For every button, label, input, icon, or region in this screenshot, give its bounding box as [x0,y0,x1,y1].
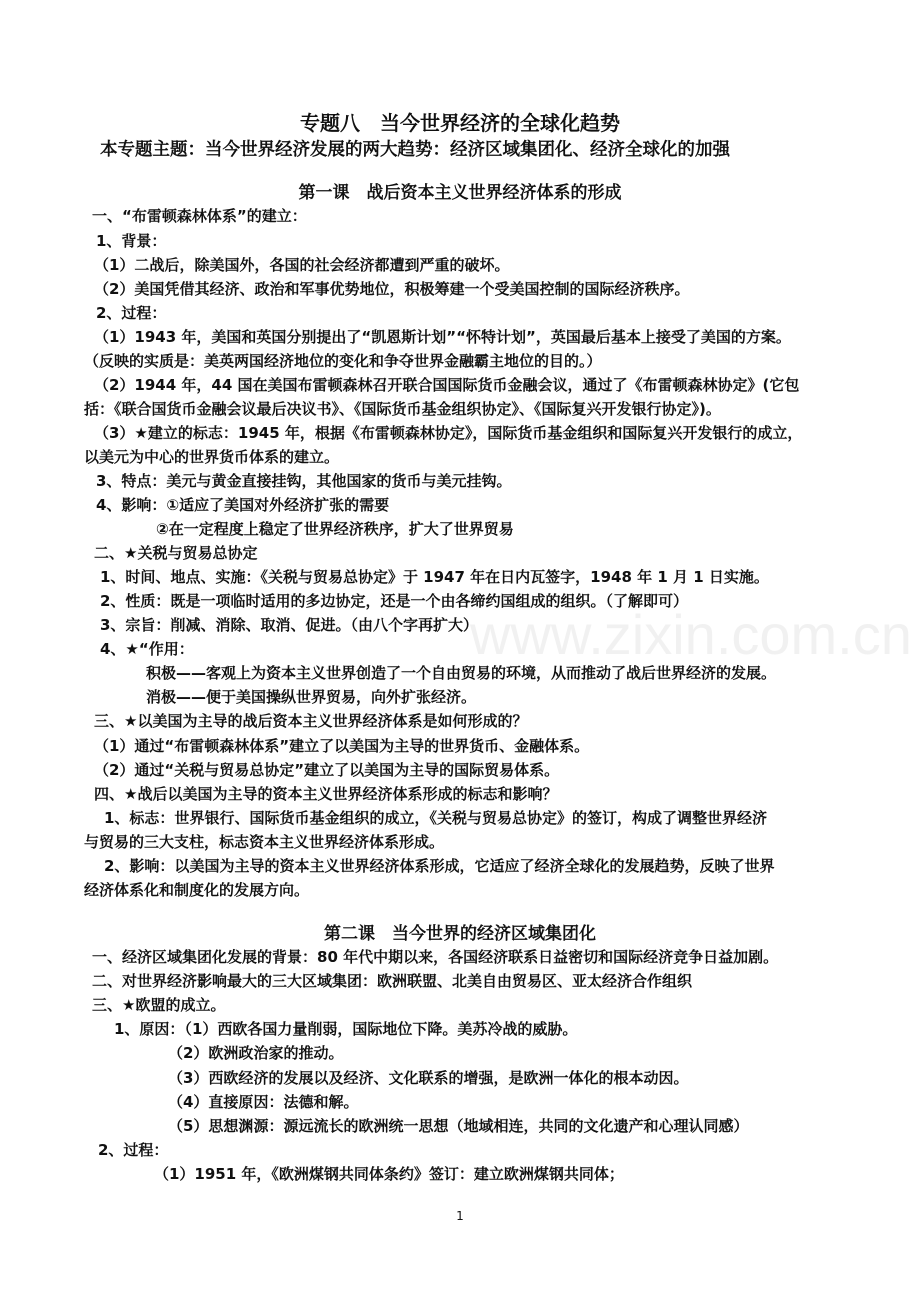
text-line: 经济体系化和制度化的发展方向。 [84,881,310,899]
lesson-2-heading: 第二课 当今世界的经济区域集团化 [324,924,596,944]
text-line: （反映的实质是：美英两国经济地位的变化和争夺世界金融霸主地位的目的。） [84,352,602,370]
text-line: 4、★“作用： [100,640,194,658]
text-line: 2、性质：既是一项临时适用的多边协定，还是一个由各缔约国组成的组织。（了解即可） [100,592,688,610]
text-line: 消极——便于美国操纵世界贸易，向外扩张经济。 [146,688,477,706]
text-line: 二、对世界经济影响最大的三大区域集团：欧洲联盟、北美自由贸易区、亚太经济合作组织 [92,972,693,990]
text-line: （4）直接原因：法德和解。 [168,1093,359,1111]
text-line: 一、经济区域集团化发展的背景：80 年代中期以来，各国经济联系日益密切和国际经济竞争日益加剧。 [92,948,779,966]
text-line: 4、影响：①适应了美国对外经济扩张的需要 [96,496,390,514]
text-line: （2）通过“关税与贸易总协定”建立了以美国为主导的国际贸易体系。 [94,761,560,779]
text-line: 1、时间、地点、实施：《关税与贸易总协定》于 1947 年在日内瓦签字，1948 年 1 月 1 日实施。 [100,568,769,586]
text-line: 三、★以美国为主导的战后资本主义世界经济体系是如何形成的？ [94,712,528,730]
text-line: 2、过程： [98,1141,169,1159]
text-line: 括：《联合国货币金融会议最后决议书》、《国际货币基金组织协定》、《国际复兴开发银行协定》)。 [84,400,721,418]
text-line: ②在一定程度上稳定了世界经济秩序，扩大了世界贸易 [156,520,514,538]
text-line: 积极——客观上为资本主义世界创造了一个自由贸易的环境，从而推动了战后世界经济的发展。 [146,664,777,682]
text-line: （1）1943 年，美国和英国分别提出了“凯恩斯计划”“怀特计划”，英国最后基本上接受了美国的方案。 [94,328,791,346]
watermark-text: www.zixin.com.cn [470,603,912,666]
text-line: 1、背景： [96,232,167,250]
text-line: 2、过程： [96,304,167,322]
text-line: （1）通过“布雷顿森林体系”建立了以美国为主导的世界货币、金融体系。 [94,737,590,755]
text-line: 2、影响：以美国为主导的资本主义世界经济体系形成，它适应了经济全球化的发展趋势，反映了世界 [104,857,775,875]
text-line: （1）1951 年，《欧洲煤钢共同体条约》签订：建立欧洲煤钢共同体； [154,1165,624,1183]
text-line: 二、★关税与贸易总协定 [94,544,258,562]
text-line: （2）1944 年，44 国在美国布雷顿森林召开联合国国际货币金融会议，通过了《布雷顿森林协定》(它包 [94,376,800,394]
text-line: （2）美国凭借其经济、政治和军事优势地位，积极筹建一个受美国控制的国际经济秩序。 [94,280,690,298]
lesson-1-heading: 第一课 战后资本主义世界经济体系的形成 [298,183,622,203]
text-line: （2）欧洲政治家的推动。 [168,1044,344,1062]
page-number: 1 [456,1209,464,1223]
text-line: 1、原因：（1）西欧各国力量削弱，国际地位下降。美苏冷战的威胁。 [114,1020,578,1038]
text-line: （5）思想渊源：源远流长的欧洲统一思想（地域相连，共同的文化遗产和心理认同感） [168,1117,749,1135]
document-title: 专题八 当今世界经济的全球化趋势 [300,111,620,135]
text-line: 三、★欧盟的成立。 [92,996,226,1014]
text-line: （3）★建立的标志：1945 年，根据《布雷顿森林协定》，国际货币基金组织和国际复兴开发银行的成立， [94,424,803,442]
text-line: （1）二战后，除美国外，各国的社会经济都遭到严重的破坏。 [94,256,510,274]
text-line: 与贸易的三大支柱，标志资本主义世界经济体系形成。 [84,833,445,851]
text-line: 一、“布雷顿森林体系”的建立： [92,207,307,225]
document-subtitle: 本专题主题：当今世界经济发展的两大趋势：经济区域集团化、经济全球化的加强 [100,140,730,160]
text-line: 3、宗旨：削减、消除、取消、促进。（由八个字再扩大） [100,616,478,634]
text-line: 1、标志：世界银行、国际货币基金组织的成立，《关税与贸易总协定》的签订，构成了调整世界经济 [104,809,767,827]
text-line: 以美元为中心的世界货币体系的建立。 [84,448,340,466]
text-line: 四、★战后以美国为主导的资本主义世界经济体系形成的标志和影响？ [94,785,558,803]
text-line: （3）西欧经济的发展以及经济、文化联系的增强，是欧洲一体化的根本动因。 [168,1069,689,1087]
text-line: 3、特点：美元与黄金直接挂钩，其他国家的货币与美元挂钩。 [96,472,512,490]
